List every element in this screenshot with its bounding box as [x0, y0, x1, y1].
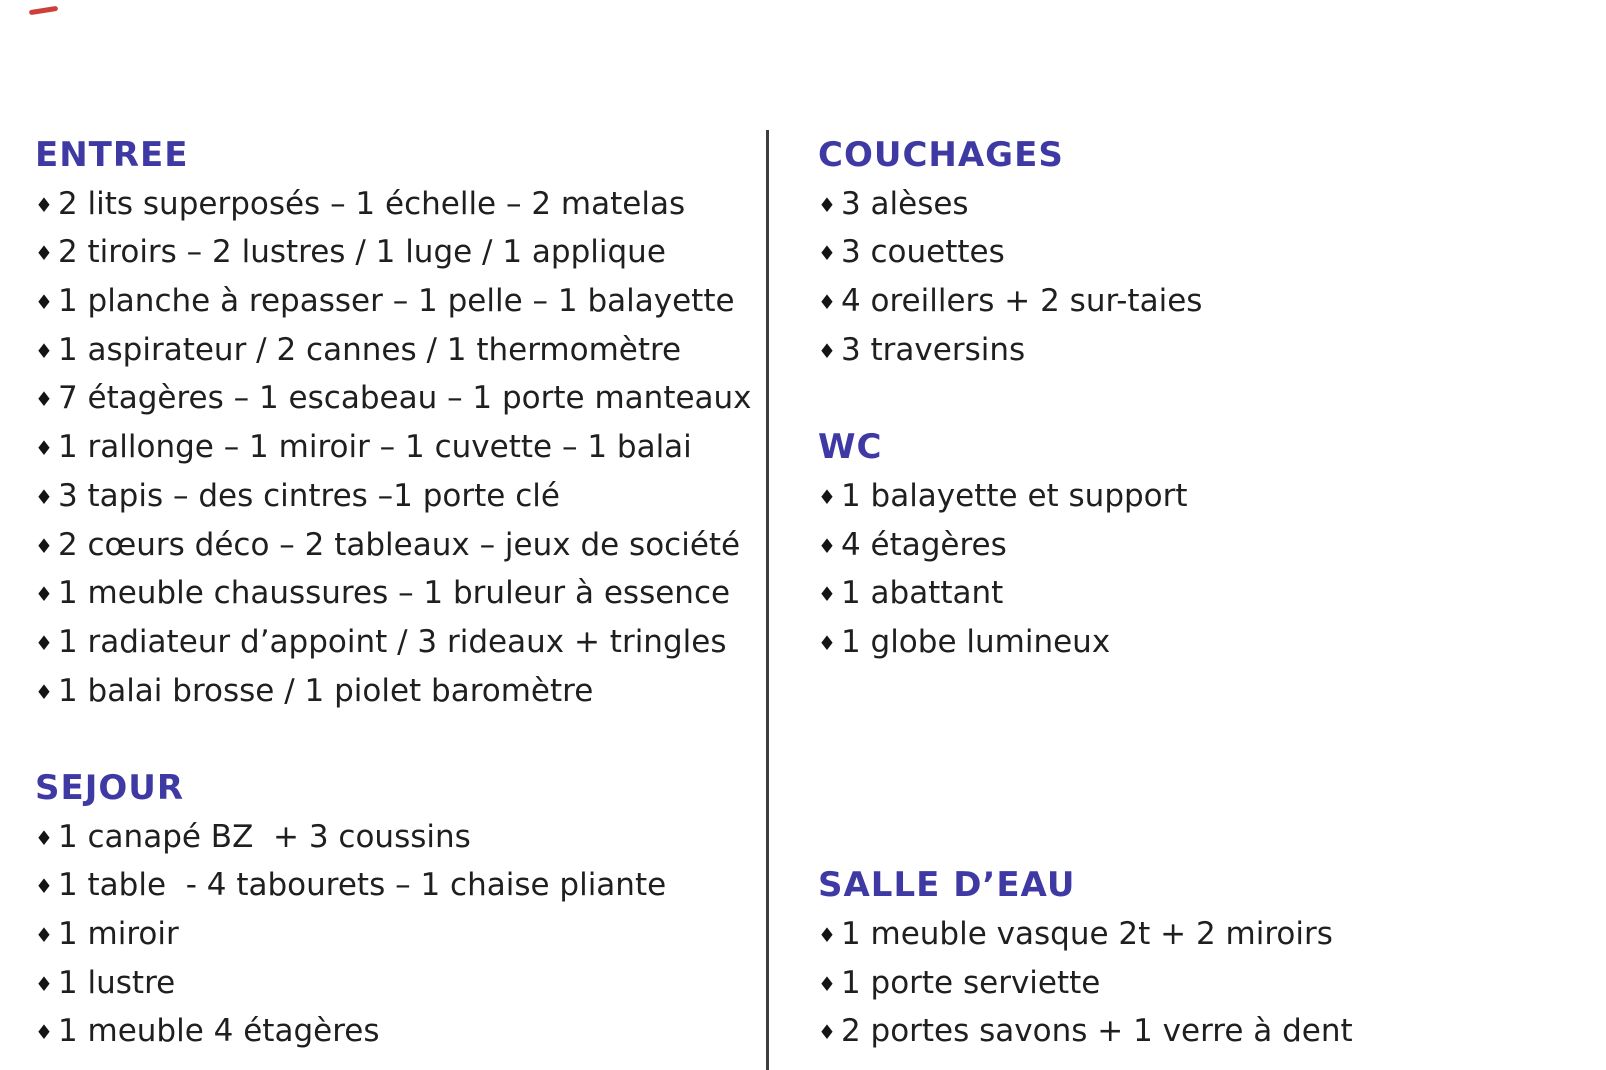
- inventory-item-text: 1 meuble chaussures – 1 bruleur à essence: [57, 575, 731, 612]
- blank-line: [818, 667, 1588, 716]
- blank-line: [818, 715, 1588, 764]
- inventory-item: [35, 910, 750, 959]
- diamond-bullet-icon: ♦: [818, 192, 836, 217]
- section-header: [35, 131, 750, 180]
- diamond-bullet-icon: ♦: [35, 484, 53, 509]
- inventory-item-text: 2 lits superposés – 1 échelle – 2 matelas: [57, 185, 686, 222]
- section-header: [818, 423, 1588, 472]
- diamond-bullet-icon: ♦: [818, 241, 836, 266]
- diamond-bullet-icon: ♦: [35, 971, 53, 996]
- blank-line: [818, 764, 1588, 813]
- diamond-bullet-icon: ♦: [35, 241, 53, 266]
- inventory-item: [818, 521, 1588, 570]
- diamond-bullet-icon: ♦: [35, 436, 53, 461]
- inventory-item-text: 2 tiroirs – 2 lustres / 1 luge / 1 applique: [57, 234, 666, 271]
- inventory-item: [818, 959, 1588, 1008]
- inventory-item: [818, 569, 1588, 618]
- inventory-item-text: 1 planche à repasser – 1 pelle – 1 balayette: [57, 283, 735, 320]
- inventory-item-text: 1 abattant: [840, 575, 1004, 612]
- inventory-item: [35, 374, 750, 423]
- inventory-item-text: 1 table - 4 tabourets – 1 chaise pliante: [57, 867, 667, 904]
- section-header-text: SEJOUR: [35, 767, 185, 808]
- inventory-item: [35, 277, 750, 326]
- diamond-bullet-icon: ♦: [818, 630, 836, 655]
- inventory-item: [35, 1007, 750, 1056]
- inventory-item: [818, 1007, 1588, 1056]
- inventory-item: [818, 277, 1588, 326]
- diamond-bullet-icon: ♦: [35, 679, 53, 704]
- diamond-bullet-icon: ♦: [818, 484, 836, 509]
- inventory-item-text: 1 meuble vasque 2t + 2 miroirs: [840, 916, 1333, 952]
- diamond-bullet-icon: ♦: [35, 338, 53, 363]
- blank-line: [818, 813, 1588, 862]
- column-divider: [766, 130, 769, 1070]
- inventory-item: [35, 813, 750, 862]
- inventory-item: [35, 423, 750, 472]
- inventory-item: [35, 180, 750, 229]
- inventory-item: [35, 667, 750, 716]
- diamond-bullet-icon: ♦: [818, 533, 836, 558]
- inventory-item: [35, 521, 750, 570]
- red-pen-mark: [29, 6, 58, 15]
- diamond-bullet-icon: ♦: [818, 338, 836, 363]
- inventory-item: [818, 472, 1588, 521]
- inventory-item-text: 1 balayette et support: [840, 477, 1188, 514]
- inventory-item-text: 3 traversins: [840, 331, 1026, 368]
- inventory-item-text: 1 canapé BZ + 3 coussins: [57, 818, 471, 855]
- section-header-text: COUCHAGES: [818, 135, 1064, 175]
- diamond-bullet-icon: ♦: [818, 971, 836, 996]
- inventory-item: [818, 910, 1588, 959]
- inventory-item: [35, 959, 750, 1008]
- inventory-item-text: 1 rallonge – 1 miroir – 1 cuvette – 1 balai: [57, 429, 692, 466]
- inventory-item-text: 1 globe lumineux: [840, 623, 1111, 660]
- diamond-bullet-icon: ♦: [818, 923, 836, 947]
- section-header-text: WC: [818, 427, 883, 468]
- inventory-item-text: 7 étagères – 1 escabeau – 1 porte manteaux: [57, 380, 752, 417]
- inventory-item-text: 2 portes savons + 1 verre à dent: [840, 1013, 1353, 1050]
- inventory-item-text: 1 lustre: [57, 964, 176, 1001]
- inventory-item: [818, 228, 1588, 277]
- diamond-bullet-icon: ♦: [818, 290, 836, 315]
- inventory-item-text: 1 meuble 4 étagères: [57, 1013, 380, 1050]
- left-column: [35, 131, 750, 1056]
- inventory-item: [818, 180, 1588, 229]
- diamond-bullet-icon: ♦: [35, 533, 53, 558]
- diamond-bullet-icon: ♦: [35, 923, 53, 947]
- diamond-bullet-icon: ♦: [35, 874, 53, 899]
- inventory-item-text: 2 cœurs déco – 2 tableaux – jeux de société: [57, 526, 741, 563]
- inventory-item: [35, 228, 750, 277]
- diamond-bullet-icon: ♦: [35, 290, 53, 315]
- diamond-bullet-icon: ♦: [35, 582, 53, 607]
- inventory-item-text: 3 alèses: [840, 185, 969, 222]
- inventory-item-text: 1 radiateur d’appoint / 3 rideaux + tringles: [57, 623, 727, 660]
- diamond-bullet-icon: ♦: [35, 1020, 53, 1045]
- section-header-text: ENTREE: [35, 135, 189, 175]
- inventory-item-text: 4 oreillers + 2 sur-taies: [840, 283, 1203, 320]
- inventory-item: [35, 861, 750, 910]
- inventory-item-text: 1 aspirateur / 2 cannes / 1 thermomètre: [57, 331, 682, 368]
- inventory-item: [35, 326, 750, 375]
- diamond-bullet-icon: ♦: [818, 1020, 836, 1045]
- inventory-item-text: 3 couettes: [840, 234, 1005, 271]
- inventory-item: [35, 472, 750, 521]
- section-header: [818, 131, 1588, 180]
- inventory-item: [35, 569, 750, 618]
- diamond-bullet-icon: ♦: [35, 630, 53, 655]
- diamond-bullet-icon: ♦: [35, 387, 53, 412]
- inventory-item-text: 1 balai brosse / 1 piolet baromètre: [57, 672, 594, 709]
- inventory-item: [818, 618, 1588, 667]
- inventory-item-text: 1 miroir: [57, 916, 179, 952]
- section-header: [35, 764, 750, 813]
- diamond-bullet-icon: ♦: [35, 825, 53, 850]
- section-header: [818, 861, 1588, 910]
- inventory-item: [818, 326, 1588, 375]
- blank-line: [818, 374, 1588, 423]
- right-column: [818, 131, 1588, 1056]
- inventory-item-text: 1 porte serviette: [840, 964, 1101, 1001]
- inventory-item: [35, 618, 750, 667]
- inventory-item-text: 4 étagères: [840, 526, 1007, 563]
- section-header-text: SALLE D’EAU: [818, 865, 1076, 906]
- diamond-bullet-icon: ♦: [35, 192, 53, 217]
- blank-line: [35, 715, 750, 764]
- inventory-item-text: 3 tapis – des cintres –1 porte clé: [57, 477, 560, 514]
- diamond-bullet-icon: ♦: [818, 582, 836, 607]
